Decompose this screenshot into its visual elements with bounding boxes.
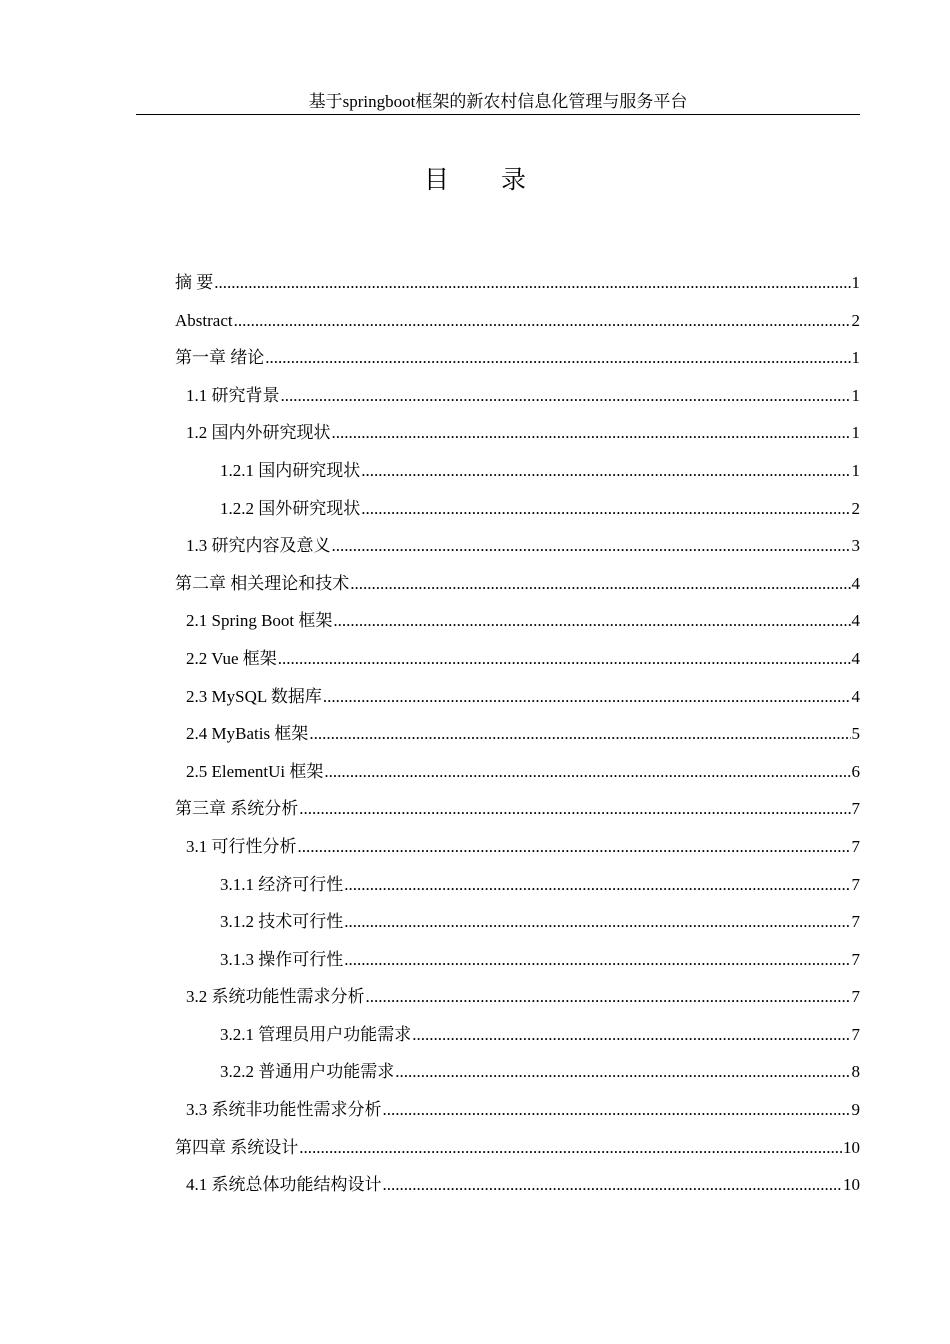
toc-entry-page: 5 xyxy=(851,724,860,744)
toc-leader-dots xyxy=(309,715,850,753)
toc-entry-page: 1 xyxy=(851,385,860,405)
toc-leader-dots xyxy=(344,903,850,941)
toc-entry[interactable] xyxy=(175,1016,860,1054)
toc-entry-label: 3.3 系统非功能性需求分析 xyxy=(186,1100,382,1120)
toc-entry-page: 4 xyxy=(851,648,860,668)
toc-entry-page: 6 xyxy=(851,761,860,781)
toc-leader-dots xyxy=(332,527,851,565)
toc-entry-page: 2 xyxy=(851,498,860,518)
toc-entry-label: 3.1 可行性分析 xyxy=(186,836,297,856)
toc-entry[interactable] xyxy=(175,339,860,377)
toc-entry-label: 2.2 Vue 框架 xyxy=(186,648,277,668)
toc-leader-dots xyxy=(412,1016,850,1054)
toc-entry[interactable] xyxy=(175,866,860,904)
toc-entry[interactable] xyxy=(175,678,860,716)
toc-leader-dots xyxy=(278,640,851,678)
toc-leader-dots xyxy=(299,790,850,828)
toc-entry-label: 3.1.1 经济可行性 xyxy=(220,874,344,894)
toc-entry-page: 7 xyxy=(851,799,860,819)
toc-entry-label: 1.3 研究内容及意义 xyxy=(186,536,331,556)
toc-entry-page: 7 xyxy=(851,836,860,856)
toc-leader-dots xyxy=(383,1091,851,1129)
toc-entry[interactable] xyxy=(175,941,860,979)
toc-title-char-1: 目 xyxy=(423,165,449,194)
toc-leader-dots xyxy=(265,339,850,377)
toc-entry-label: 3.2 系统功能性需求分析 xyxy=(186,987,365,1007)
toc-entry[interactable] xyxy=(175,302,860,340)
toc-entry-label: 3.2.2 普通用户功能需求 xyxy=(220,1062,395,1082)
toc-entry-label: 1.1 研究背景 xyxy=(186,385,280,405)
toc-leader-dots xyxy=(234,302,851,340)
toc-entry-label: 3.1.2 技术可行性 xyxy=(220,912,344,932)
toc-entry-page: 7 xyxy=(851,949,860,969)
toc-entry-label: 1.2.2 国外研究现状 xyxy=(220,498,361,518)
toc-entry-label: 摘 要 xyxy=(175,273,214,292)
toc-entry[interactable] xyxy=(175,377,860,415)
toc-entry[interactable] xyxy=(175,414,860,452)
toc-entry-label: 2.3 MySQL 数据库 xyxy=(186,686,322,706)
toc-entry[interactable] xyxy=(175,452,860,490)
toc-entry-label: 第四章 系统设计 xyxy=(175,1137,299,1157)
toc-entry-label: 2.1 Spring Boot 框架 xyxy=(186,611,333,631)
running-header-title: 基于springboot框架的新农村信息化管理与服务平台 xyxy=(308,92,688,111)
toc-entry[interactable] xyxy=(175,978,860,1016)
toc-entry-label: 3.1.3 操作可行性 xyxy=(220,949,344,969)
toc-entry-page: 1 xyxy=(851,460,860,480)
toc-entry[interactable] xyxy=(175,1129,860,1167)
toc-entry-label: 第三章 系统分析 xyxy=(175,799,299,819)
toc-leader-dots xyxy=(298,828,851,866)
toc-entry[interactable] xyxy=(175,1053,860,1091)
toc-entry-page: 1 xyxy=(851,348,860,368)
toc-entry[interactable] xyxy=(175,527,860,565)
toc-entry-label: 第二章 相关理论和技术 xyxy=(175,573,350,593)
toc-entry[interactable] xyxy=(175,640,860,678)
toc-title-char-2: 录 xyxy=(501,165,527,194)
toc-entry-page: 7 xyxy=(851,874,860,894)
toc-entry-page: 2 xyxy=(851,310,860,330)
toc-title xyxy=(0,163,950,197)
toc-entry-page: 4 xyxy=(851,686,860,706)
toc-leader-dots xyxy=(214,264,850,302)
toc-leader-dots xyxy=(361,452,850,490)
toc-leader-dots xyxy=(383,1166,843,1204)
table-of-contents xyxy=(175,264,860,1204)
toc-entry-page: 7 xyxy=(851,1024,860,1044)
running-header xyxy=(136,90,860,115)
toc-entry-label: 3.2.1 管理员用户功能需求 xyxy=(220,1024,412,1044)
toc-leader-dots xyxy=(361,490,850,528)
toc-entry[interactable] xyxy=(175,1091,860,1129)
toc-entry-label: 4.1 系统总体功能结构设计 xyxy=(186,1175,382,1195)
toc-leader-dots xyxy=(323,678,851,716)
toc-entry-page: 8 xyxy=(851,1062,860,1082)
toc-leader-dots xyxy=(350,565,850,603)
toc-entry-page: 1 xyxy=(851,273,860,292)
toc-entry-page: 10 xyxy=(843,1137,860,1157)
toc-entry[interactable] xyxy=(175,1166,860,1204)
toc-leader-dots xyxy=(333,602,850,640)
toc-entry-page: 3 xyxy=(851,536,860,556)
toc-entry-page: 1 xyxy=(851,423,860,443)
toc-leader-dots xyxy=(366,978,851,1016)
toc-entry[interactable] xyxy=(175,828,860,866)
toc-entry[interactable] xyxy=(175,753,860,791)
toc-leader-dots xyxy=(332,414,851,452)
toc-entry[interactable] xyxy=(175,264,860,302)
toc-entry-label: 1.2.1 国内研究现状 xyxy=(220,460,361,480)
toc-leader-dots xyxy=(324,753,850,791)
toc-entry-page: 9 xyxy=(851,1100,860,1120)
toc-leader-dots xyxy=(395,1053,850,1091)
toc-entry[interactable] xyxy=(175,565,860,603)
toc-entry-label: 第一章 绪论 xyxy=(175,348,265,368)
toc-entry[interactable] xyxy=(175,903,860,941)
toc-entry-page: 4 xyxy=(851,573,860,593)
toc-leader-dots xyxy=(344,941,850,979)
toc-leader-dots xyxy=(281,377,851,415)
toc-entry-label: 2.4 MyBatis 框架 xyxy=(186,724,309,744)
toc-leader-dots xyxy=(344,866,850,904)
toc-entry-page: 7 xyxy=(851,912,860,932)
toc-leader-dots xyxy=(299,1129,842,1167)
toc-entry-label: 2.5 ElementUi 框架 xyxy=(186,761,324,781)
toc-entry[interactable] xyxy=(175,715,860,753)
toc-entry-page: 4 xyxy=(851,611,860,631)
toc-entry-page: 10 xyxy=(843,1175,860,1195)
toc-entry[interactable] xyxy=(175,490,860,528)
toc-entry-label: Abstract xyxy=(175,310,233,330)
toc-entry-page: 7 xyxy=(851,987,860,1007)
toc-entry[interactable] xyxy=(175,602,860,640)
toc-entry[interactable] xyxy=(175,790,860,828)
toc-entry-label: 1.2 国内外研究现状 xyxy=(186,423,331,443)
